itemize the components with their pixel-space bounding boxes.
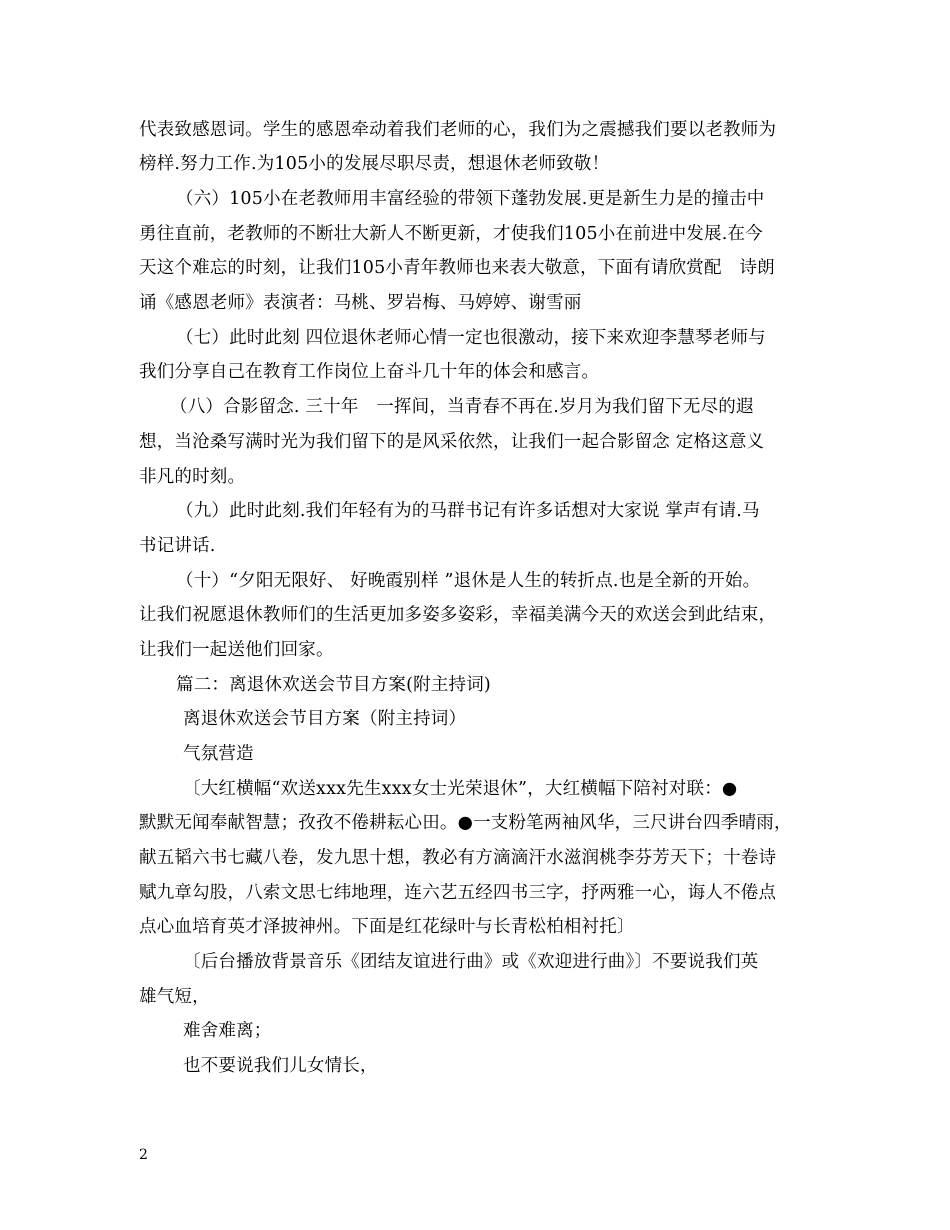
text-line-25: 〔后台播放背景音乐《团结友谊进行曲》或《欢迎进行曲》〕不要说我们英 <box>183 952 759 972</box>
text-line-17: 篇二：离退休欢送会节目方案(附主持词) <box>176 675 491 695</box>
text-line-2: 榜样.努力工作.为105小的发展尽职尽责，想退休老师致敬！ <box>139 154 610 174</box>
text-line-9: （八）合影留念. 三十年 一挥间，当青春不再在.岁月为我们留下无尽的遐 <box>170 397 754 417</box>
text-line-28: 也不要说我们儿女情长， <box>183 1056 378 1076</box>
text-line-20: 〔大红横幅“欢送xxx先生xxx女士光荣退休”，大红横幅下陪衬对联：● <box>183 779 738 799</box>
text-line-1: 代表致感恩词。学生的感恩牵动着我们老师的心，我们为之震撼我们要以老教师为 <box>139 120 777 140</box>
text-line-23: 赋九章勾股，八索文思七纬地理，连六艺五经四书三字，抒两雅一心，诲人不倦点 <box>139 883 777 903</box>
text-line-21: 默默无闻奉献智慧；孜孜不倦耕耘心田。●一支粉笔两袖风华，三尺讲台四季晴雨， <box>139 813 792 833</box>
text-line-16: 让我们一起送他们回家。 <box>139 640 334 660</box>
page-number: 2 <box>139 1147 148 1163</box>
text-line-18: 离退休欢送会节目方案（附主持词） <box>183 709 467 729</box>
text-line-22: 献五韬六书七藏八卷，发九思十想，教必有方滴滴汗水滋润桃李芬芳天下；十卷诗 <box>139 848 777 868</box>
text-line-7: （七）此时此刻 四位退休老师心情一定也很激动，接下来欢迎李慧琴老师与 <box>176 328 766 348</box>
text-line-6: 诵《感恩老师》表演者：马桃、罗岩梅、马婷婷、谢雪丽 <box>139 293 582 313</box>
text-line-14: （十）“夕阳无限好、 好晚霞别样 ”退休是人生的转折点.也是全新的开始。 <box>176 571 761 591</box>
text-line-10: 想，当沧桑写满时光为我们留下的是风采依然，让我们一起合影留念 定格这意义 <box>139 432 765 452</box>
text-line-15: 让我们祝愿退休教师们的生活更加多姿多姿彩，幸福美满今天的欢送会到此结束， <box>139 605 777 625</box>
text-line-19: 气氛营造 <box>183 744 254 764</box>
text-line-11: 非凡的时刻。 <box>139 467 246 487</box>
text-line-24: 点心血培育英才泽披神州。下面是红花绿叶与长青松柏相衬托〕 <box>139 917 635 937</box>
text-line-26: 雄气短， <box>139 987 210 1007</box>
text-line-4: 勇往直前，老教师的不断壮大新人不断更新，才使我们105小在前进中发展.在今 <box>139 224 763 244</box>
text-line-5: 天这个难忘的时刻，让我们105小青年教师也来表大敬意，下面有请欣赏配 诗朗 <box>139 258 775 278</box>
text-line-13: 书记讲话. <box>139 536 216 556</box>
text-line-27: 难舍难离； <box>183 1021 272 1041</box>
text-line-3: （六）105小在老教师用丰富经验的带领下蓬勃发展.更是新生力是的撞击中 <box>176 189 765 209</box>
text-line-8: 我们分享自己在教育工作岗位上奋斗几十年的体会和感言。 <box>139 362 600 382</box>
text-line-12: （九）此时此刻.我们年轻有为的马群书记有许多话想对大家说 掌声有请.马 <box>176 501 760 521</box>
